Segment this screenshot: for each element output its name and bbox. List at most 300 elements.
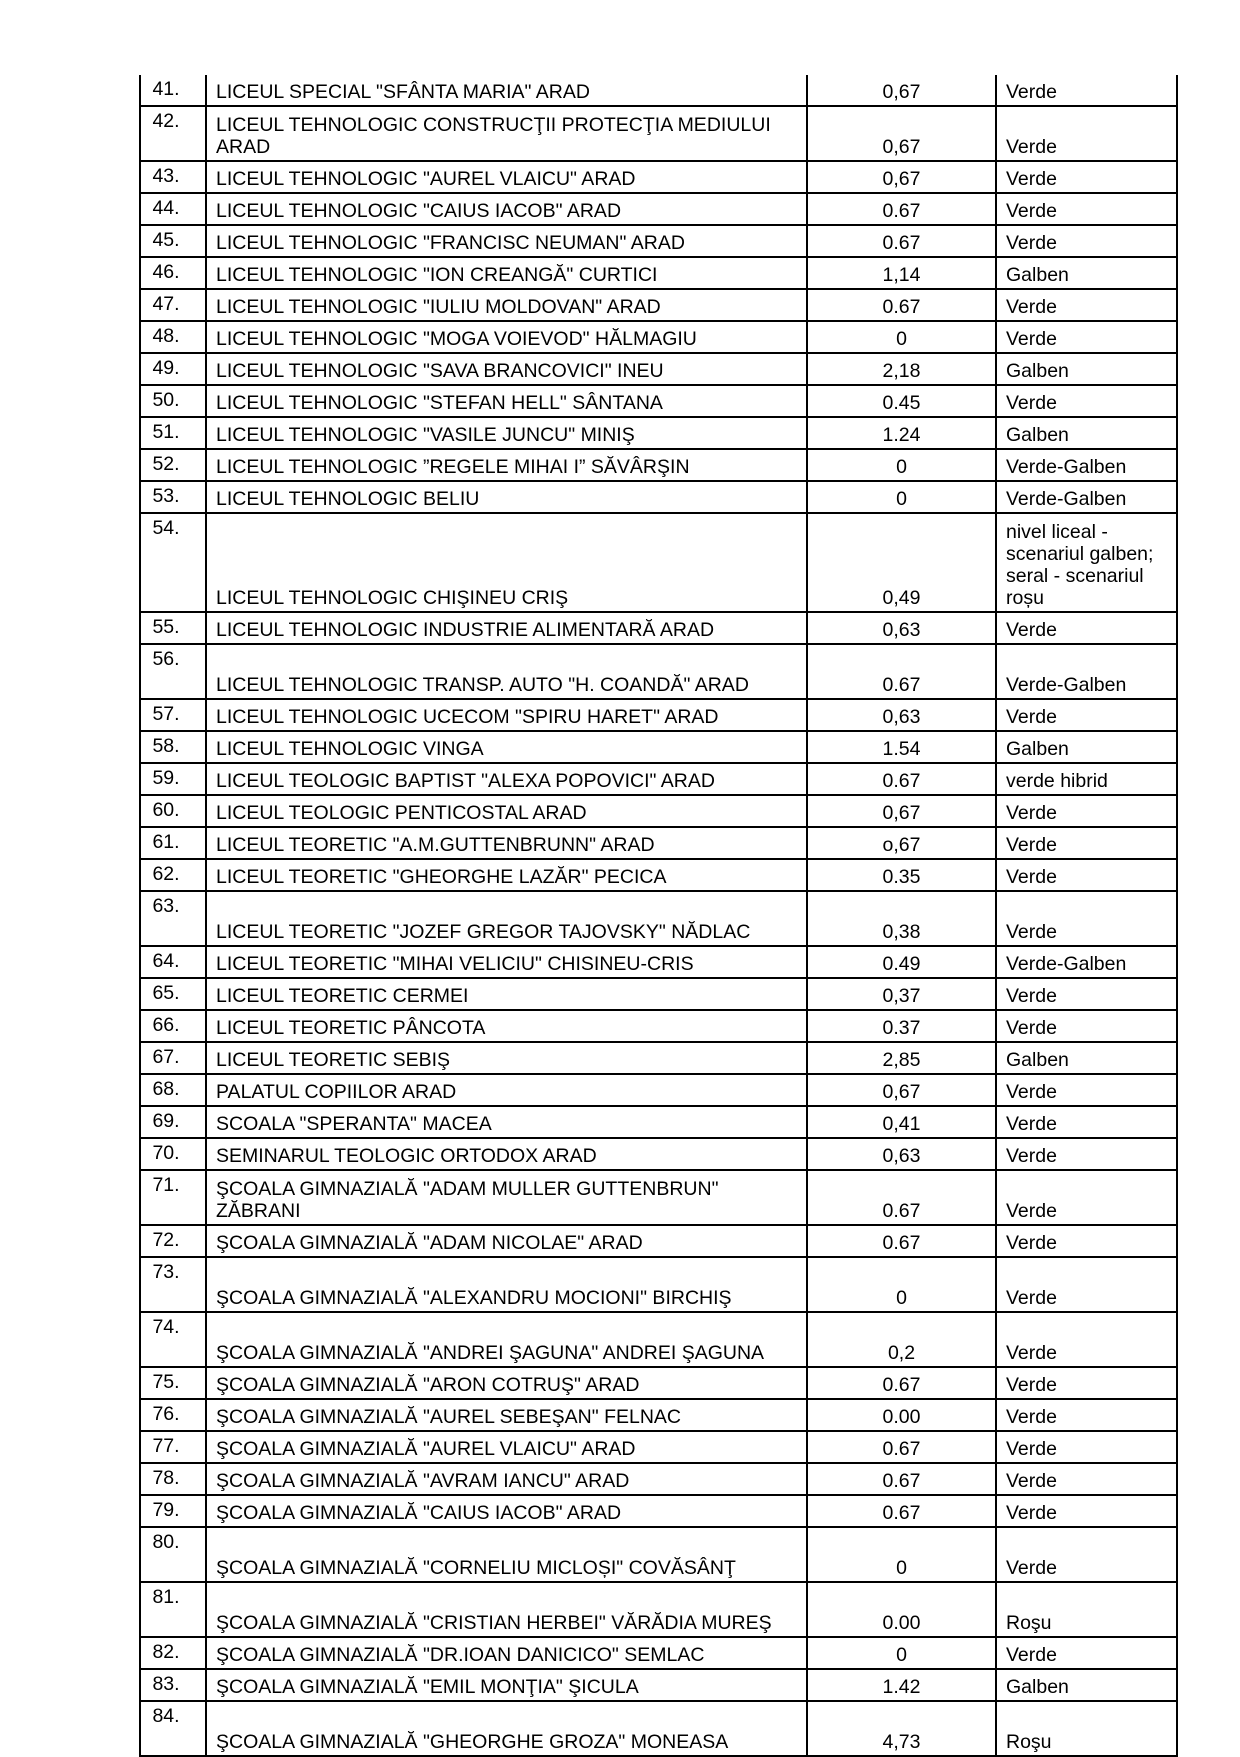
scenario-status-cell bbox=[996, 193, 1177, 225]
row-number-cell bbox=[140, 1138, 206, 1170]
row-number: 68. bbox=[152, 1078, 180, 1100]
school-name-cell bbox=[206, 1431, 807, 1463]
table-row bbox=[140, 978, 1177, 1010]
table-row bbox=[140, 1669, 1177, 1701]
score-value-cell bbox=[807, 321, 996, 353]
score-value: 0.49 bbox=[882, 953, 921, 975]
school-name: LICEUL TEHNOLOGIC "CAIUS IACOB" ARAD bbox=[216, 200, 622, 222]
score-value: 1,14 bbox=[882, 264, 921, 286]
school-name-cell bbox=[206, 106, 807, 161]
table-row bbox=[140, 1074, 1177, 1106]
scenario-status-cell bbox=[996, 1637, 1177, 1669]
scenario-status: Verde bbox=[1006, 706, 1057, 728]
score-value: 0,49 bbox=[882, 587, 921, 609]
table-row bbox=[140, 225, 1177, 257]
school-name: LICEUL TEHNOLOGIC ”REGELE MIHAI I” SĂVÂRŞIN bbox=[216, 456, 690, 478]
school-name: LICEUL SPECIAL "SFÂNTA MARIA" ARAD bbox=[216, 81, 590, 103]
scenario-status-cell bbox=[996, 481, 1177, 513]
scenario-status-cell bbox=[996, 1367, 1177, 1399]
score-value-cell bbox=[807, 353, 996, 385]
row-number: 52. bbox=[152, 453, 180, 475]
school-name: SEMINARUL TEOLOGIC ORTODOX ARAD bbox=[216, 1145, 597, 1167]
school-name: LICEUL TEORETIC "A.M.GUTTENBRUNN" ARAD bbox=[216, 834, 655, 856]
scenario-status-cell bbox=[996, 699, 1177, 731]
school-name: LICEUL TEHNOLOGIC UCECOM "SPIRU HARET" ARAD bbox=[216, 706, 719, 728]
row-number: 49. bbox=[152, 357, 180, 379]
score-value: 2,18 bbox=[882, 360, 921, 382]
scenario-status-cell bbox=[996, 795, 1177, 827]
row-number-cell bbox=[140, 513, 206, 612]
scenario-status: Verde bbox=[1006, 1470, 1057, 1492]
school-name: ŞCOALA GIMNAZIALĂ "GHEORGHE GROZA" MONEASA bbox=[216, 1731, 729, 1753]
table-row bbox=[140, 1463, 1177, 1495]
row-number-cell bbox=[140, 1399, 206, 1431]
row-number-cell bbox=[140, 161, 206, 193]
row-number: 41. bbox=[152, 78, 180, 100]
score-value-cell bbox=[807, 1257, 996, 1312]
score-value-cell bbox=[807, 513, 996, 612]
school-name: ŞCOALA GIMNAZIALĂ "ARON COTRUŞ" ARAD bbox=[216, 1374, 640, 1396]
score-value: 0 bbox=[896, 1644, 907, 1666]
school-name-cell bbox=[206, 75, 807, 106]
school-name-cell bbox=[206, 1106, 807, 1138]
row-number-cell bbox=[140, 612, 206, 644]
scenario-status: Verde bbox=[1006, 1644, 1057, 1666]
row-number: 47. bbox=[152, 293, 180, 315]
scenario-status-cell bbox=[996, 75, 1177, 106]
school-name: LICEUL TEHNOLOGIC "FRANCISC NEUMAN" ARAD bbox=[216, 232, 685, 254]
scenario-status-cell bbox=[996, 763, 1177, 795]
scenario-status: Verde bbox=[1006, 232, 1057, 254]
score-value-cell bbox=[807, 699, 996, 731]
school-name: LICEUL TEORETIC "GHEORGHE LAZĂR" PECICA bbox=[216, 866, 667, 888]
scenario-status: Verde bbox=[1006, 1502, 1057, 1524]
schools-table bbox=[139, 75, 1178, 1757]
school-name: LICEUL TEHNOLOGIC CHIŞINEU CRIŞ bbox=[216, 587, 569, 609]
scenario-status: Verde bbox=[1006, 1232, 1057, 1254]
table-row bbox=[140, 513, 1177, 612]
score-value-cell bbox=[807, 289, 996, 321]
row-number-cell bbox=[140, 1669, 206, 1701]
scenario-status: Verde bbox=[1006, 1200, 1057, 1222]
scenario-status: Verde-Galben bbox=[1006, 488, 1127, 510]
school-name: LICEUL TEOLOGIC BAPTIST "ALEXA POPOVICI" ARAD bbox=[216, 770, 715, 792]
school-name: LICEUL TEHNOLOGIC CONSTRUCŢII PROTECŢIA MEDIULUI ARAD bbox=[216, 114, 771, 158]
table-row bbox=[140, 644, 1177, 699]
score-value-cell bbox=[807, 1637, 996, 1669]
row-number-cell bbox=[140, 946, 206, 978]
table-row bbox=[140, 1138, 1177, 1170]
scenario-status-cell bbox=[996, 946, 1177, 978]
table-row bbox=[140, 1399, 1177, 1431]
scenario-status: Verde bbox=[1006, 168, 1057, 190]
scenario-status-cell bbox=[996, 385, 1177, 417]
scenario-status-cell bbox=[996, 1495, 1177, 1527]
score-value-cell bbox=[807, 106, 996, 161]
scenario-status-cell bbox=[996, 644, 1177, 699]
score-value: 0,67 bbox=[882, 168, 921, 190]
scenario-status: Galben bbox=[1006, 360, 1069, 382]
scenario-status: Galben bbox=[1006, 424, 1069, 446]
score-value: 0.35 bbox=[882, 866, 921, 888]
school-name-cell bbox=[206, 1367, 807, 1399]
score-value: 2,85 bbox=[882, 1049, 921, 1071]
score-value-cell bbox=[807, 795, 996, 827]
row-number-cell bbox=[140, 763, 206, 795]
row-number-cell bbox=[140, 225, 206, 257]
score-value: 0.45 bbox=[882, 392, 921, 414]
scenario-status: Roşu bbox=[1006, 1731, 1052, 1753]
score-value: 0,37 bbox=[882, 985, 921, 1007]
table-row bbox=[140, 1367, 1177, 1399]
school-name-cell bbox=[206, 513, 807, 612]
row-number-cell bbox=[140, 1257, 206, 1312]
row-number-cell bbox=[140, 859, 206, 891]
scenario-status: Verde bbox=[1006, 296, 1057, 318]
row-number: 55. bbox=[152, 616, 180, 638]
score-value-cell bbox=[807, 449, 996, 481]
score-value: 0 bbox=[896, 456, 907, 478]
school-name-cell bbox=[206, 891, 807, 946]
school-name-cell bbox=[206, 321, 807, 353]
score-value-cell bbox=[807, 225, 996, 257]
table-row bbox=[140, 385, 1177, 417]
school-name-cell bbox=[206, 946, 807, 978]
scenario-status: Verde bbox=[1006, 866, 1057, 888]
school-name: ŞCOALA GIMNAZIALĂ "CAIUS IACOB" ARAD bbox=[216, 1502, 622, 1524]
row-number-cell bbox=[140, 1495, 206, 1527]
score-value: 0.00 bbox=[882, 1612, 921, 1634]
scenario-status: Verde bbox=[1006, 1113, 1057, 1135]
scenario-status: Verde bbox=[1006, 1557, 1057, 1579]
table-row bbox=[140, 891, 1177, 946]
row-number-cell bbox=[140, 1463, 206, 1495]
school-name-cell bbox=[206, 1527, 807, 1582]
scenario-status-cell bbox=[996, 1106, 1177, 1138]
school-name: LICEUL TEORETIC CERMEI bbox=[216, 985, 469, 1007]
score-value-cell bbox=[807, 1701, 996, 1756]
scenario-status-cell bbox=[996, 827, 1177, 859]
school-name: LICEUL TEHNOLOGIC INDUSTRIE ALIMENTARĂ ARAD bbox=[216, 619, 715, 641]
school-name-cell bbox=[206, 1463, 807, 1495]
score-value: 0.67 bbox=[882, 1374, 921, 1396]
table-row bbox=[140, 946, 1177, 978]
school-name: LICEUL TEHNOLOGIC "ION CREANGĂ" CURTICI bbox=[216, 264, 658, 286]
row-number-cell bbox=[140, 417, 206, 449]
table-row bbox=[140, 1257, 1177, 1312]
row-number: 59. bbox=[152, 767, 180, 789]
score-value: 0.67 bbox=[882, 1502, 921, 1524]
school-name-cell bbox=[206, 449, 807, 481]
score-value: 0.67 bbox=[882, 1232, 921, 1254]
score-value: 0,41 bbox=[882, 1113, 921, 1135]
scenario-status-cell bbox=[996, 1010, 1177, 1042]
table-row bbox=[140, 75, 1177, 106]
score-value-cell bbox=[807, 612, 996, 644]
row-number-cell bbox=[140, 1431, 206, 1463]
scenario-status-cell bbox=[996, 289, 1177, 321]
score-value: 0,38 bbox=[882, 921, 921, 943]
school-name-cell bbox=[206, 193, 807, 225]
scenario-status: Verde bbox=[1006, 136, 1057, 158]
table-row bbox=[140, 731, 1177, 763]
score-value: 0 bbox=[896, 488, 907, 510]
school-name-cell bbox=[206, 1042, 807, 1074]
scenario-status-cell bbox=[996, 417, 1177, 449]
row-number: 56. bbox=[152, 648, 180, 670]
table-row bbox=[140, 827, 1177, 859]
school-name-cell bbox=[206, 385, 807, 417]
scenario-status: Verde bbox=[1006, 1374, 1057, 1396]
score-value-cell bbox=[807, 1669, 996, 1701]
scenario-status: Verde-Galben bbox=[1006, 674, 1127, 696]
row-number: 82. bbox=[152, 1641, 180, 1663]
score-value: 0.67 bbox=[882, 296, 921, 318]
score-value: 0.67 bbox=[882, 1470, 921, 1492]
score-value-cell bbox=[807, 1495, 996, 1527]
scenario-status-cell bbox=[996, 1399, 1177, 1431]
table-row bbox=[140, 289, 1177, 321]
row-number-cell bbox=[140, 731, 206, 763]
row-number-cell bbox=[140, 827, 206, 859]
row-number: 78. bbox=[152, 1467, 180, 1489]
scenario-status-cell bbox=[996, 1669, 1177, 1701]
row-number: 60. bbox=[152, 799, 180, 821]
row-number: 70. bbox=[152, 1142, 180, 1164]
row-number-cell bbox=[140, 257, 206, 289]
row-number-cell bbox=[140, 75, 206, 106]
row-number-cell bbox=[140, 1010, 206, 1042]
score-value: 0.67 bbox=[882, 200, 921, 222]
row-number: 80. bbox=[152, 1531, 180, 1553]
row-number-cell bbox=[140, 1074, 206, 1106]
row-number-cell bbox=[140, 1527, 206, 1582]
score-value-cell bbox=[807, 1074, 996, 1106]
score-value-cell bbox=[807, 1463, 996, 1495]
school-name: ŞCOALA GIMNAZIALĂ "EMIL MONŢIA" ŞICULA bbox=[216, 1676, 639, 1698]
school-name: LICEUL TEORETIC "JOZEF GREGOR TAJOVSKY" NĂDLAC bbox=[216, 921, 751, 943]
school-name: LICEUL TEHNOLOGIC "AUREL VLAICU" ARAD bbox=[216, 168, 636, 190]
school-name-cell bbox=[206, 978, 807, 1010]
scenario-status: nivel liceal - scenariul galben; seral - scenariul roșu bbox=[1006, 521, 1154, 609]
scenario-status-cell bbox=[996, 353, 1177, 385]
school-name: LICEUL TEHNOLOGIC BELIU bbox=[216, 488, 480, 510]
schools-table-body bbox=[140, 75, 1177, 1756]
score-value: 0,67 bbox=[882, 136, 921, 158]
school-name-cell bbox=[206, 1257, 807, 1312]
row-number-cell bbox=[140, 353, 206, 385]
score-value-cell bbox=[807, 827, 996, 859]
score-value: 0,67 bbox=[882, 802, 921, 824]
school-name: LICEUL TEORETIC "MIHAI VELICIU" CHISINEU-CRIS bbox=[216, 953, 694, 975]
score-value: 0.37 bbox=[882, 1017, 921, 1039]
scenario-status: Galben bbox=[1006, 264, 1069, 286]
school-name-cell bbox=[206, 1010, 807, 1042]
table-row bbox=[140, 1637, 1177, 1669]
table-row bbox=[140, 449, 1177, 481]
row-number: 62. bbox=[152, 863, 180, 885]
scenario-status-cell bbox=[996, 106, 1177, 161]
row-number: 69. bbox=[152, 1110, 180, 1132]
scenario-status: Galben bbox=[1006, 1049, 1069, 1071]
row-number-cell bbox=[140, 321, 206, 353]
table-row bbox=[140, 1582, 1177, 1637]
scenario-status: Verde bbox=[1006, 392, 1057, 414]
scenario-status-cell bbox=[996, 257, 1177, 289]
score-value-cell bbox=[807, 644, 996, 699]
school-name: ŞCOALA GIMNAZIALĂ "ANDREI ŞAGUNA" ANDREI ŞAGUNA bbox=[216, 1342, 765, 1364]
score-value-cell bbox=[807, 1042, 996, 1074]
school-name-cell bbox=[206, 795, 807, 827]
score-value-cell bbox=[807, 1527, 996, 1582]
row-number: 42. bbox=[152, 110, 180, 132]
scenario-status: Galben bbox=[1006, 1676, 1069, 1698]
scenario-status: Verde bbox=[1006, 921, 1057, 943]
table-row bbox=[140, 1527, 1177, 1582]
scenario-status: Verde bbox=[1006, 328, 1057, 350]
table-row bbox=[140, 1431, 1177, 1463]
scenario-status-cell bbox=[996, 1431, 1177, 1463]
scenario-status: Verde bbox=[1006, 200, 1057, 222]
row-number-cell bbox=[140, 1312, 206, 1367]
row-number: 50. bbox=[152, 389, 180, 411]
score-value-cell bbox=[807, 731, 996, 763]
table-row bbox=[140, 193, 1177, 225]
score-value: 4,73 bbox=[882, 1731, 921, 1753]
score-value: 0.67 bbox=[882, 770, 921, 792]
row-number-cell bbox=[140, 1637, 206, 1669]
row-number: 44. bbox=[152, 197, 180, 219]
row-number-cell bbox=[140, 449, 206, 481]
school-name-cell bbox=[206, 1495, 807, 1527]
score-value: 0,63 bbox=[882, 1145, 921, 1167]
score-value-cell bbox=[807, 1138, 996, 1170]
scenario-status: Verde bbox=[1006, 1406, 1057, 1428]
row-number-cell bbox=[140, 1367, 206, 1399]
score-value-cell bbox=[807, 1010, 996, 1042]
score-value-cell bbox=[807, 946, 996, 978]
school-name: LICEUL TEHNOLOGIC "IULIU MOLDOVAN" ARAD bbox=[216, 296, 661, 318]
school-name-cell bbox=[206, 1312, 807, 1367]
school-name: ŞCOALA GIMNAZIALĂ "AVRAM IANCU" ARAD bbox=[216, 1470, 630, 1492]
table-row bbox=[140, 763, 1177, 795]
score-value: 0.67 bbox=[882, 1200, 921, 1222]
scenario-status-cell bbox=[996, 1701, 1177, 1756]
row-number: 54. bbox=[152, 517, 180, 539]
score-value: 1.54 bbox=[882, 738, 921, 760]
school-name-cell bbox=[206, 1399, 807, 1431]
school-name-cell bbox=[206, 1225, 807, 1257]
score-value-cell bbox=[807, 1582, 996, 1637]
school-name-cell bbox=[206, 257, 807, 289]
row-number: 63. bbox=[152, 895, 180, 917]
scenario-status-cell bbox=[996, 978, 1177, 1010]
scenario-status-cell bbox=[996, 225, 1177, 257]
school-name: LICEUL TEHNOLOGIC "STEFAN HELL" SÂNTANA bbox=[216, 392, 663, 414]
school-name: ŞCOALA GIMNAZIALĂ "DR.IOAN DANICICO" SEMLAC bbox=[216, 1644, 705, 1666]
school-name-cell bbox=[206, 644, 807, 699]
scenario-status: Verde bbox=[1006, 985, 1057, 1007]
table-row bbox=[140, 612, 1177, 644]
row-number-cell bbox=[140, 1170, 206, 1225]
row-number: 84. bbox=[152, 1705, 180, 1727]
scenario-status: Verde bbox=[1006, 1342, 1057, 1364]
school-name-cell bbox=[206, 763, 807, 795]
school-name-cell bbox=[206, 827, 807, 859]
scenario-status-cell bbox=[996, 1312, 1177, 1367]
score-value-cell bbox=[807, 75, 996, 106]
scenario-status: Verde-Galben bbox=[1006, 456, 1127, 478]
scenario-status-cell bbox=[996, 1138, 1177, 1170]
school-name: LICEUL TEHNOLOGIC "VASILE JUNCU" MINIŞ bbox=[216, 424, 635, 446]
school-name: LICEUL TEOLOGIC PENTICOSTAL ARAD bbox=[216, 802, 587, 824]
score-value-cell bbox=[807, 891, 996, 946]
score-value-cell bbox=[807, 161, 996, 193]
row-number: 67. bbox=[152, 1046, 180, 1068]
row-number: 58. bbox=[152, 735, 180, 757]
row-number: 79. bbox=[152, 1499, 180, 1521]
school-name-cell bbox=[206, 225, 807, 257]
scenario-status-cell bbox=[996, 1527, 1177, 1582]
scenario-status: Galben bbox=[1006, 738, 1069, 760]
score-value-cell bbox=[807, 763, 996, 795]
score-value: 0.67 bbox=[882, 232, 921, 254]
scenario-status-cell bbox=[996, 1225, 1177, 1257]
school-name: ŞCOALA GIMNAZIALĂ "ADAM NICOLAE" ARAD bbox=[216, 1232, 643, 1254]
scenario-status: Verde-Galben bbox=[1006, 953, 1127, 975]
school-name-cell bbox=[206, 161, 807, 193]
scenario-status: Verde bbox=[1006, 834, 1057, 856]
scenario-status-cell bbox=[996, 1257, 1177, 1312]
scenario-status-cell bbox=[996, 513, 1177, 612]
score-value-cell bbox=[807, 193, 996, 225]
row-number: 72. bbox=[152, 1229, 180, 1251]
scenario-status-cell bbox=[996, 161, 1177, 193]
row-number: 66. bbox=[152, 1014, 180, 1036]
table-row bbox=[140, 481, 1177, 513]
scenario-status-cell bbox=[996, 859, 1177, 891]
score-value: 1.24 bbox=[882, 424, 921, 446]
row-number: 71. bbox=[152, 1174, 180, 1196]
score-value-cell bbox=[807, 1225, 996, 1257]
school-name: LICEUL TEHNOLOGIC "MOGA VOIEVOD" HĂLMAGIU bbox=[216, 328, 697, 350]
table-row bbox=[140, 106, 1177, 161]
row-number: 65. bbox=[152, 982, 180, 1004]
row-number: 74. bbox=[152, 1316, 180, 1338]
scenario-status: Verde bbox=[1006, 1287, 1057, 1309]
score-value-cell bbox=[807, 1367, 996, 1399]
table-row bbox=[140, 1312, 1177, 1367]
score-value: 1.42 bbox=[882, 1676, 921, 1698]
school-name-cell bbox=[206, 1170, 807, 1225]
row-number: 43. bbox=[152, 165, 180, 187]
table-row bbox=[140, 257, 1177, 289]
school-name: PALATUL COPIILOR ARAD bbox=[216, 1081, 457, 1103]
row-number-cell bbox=[140, 1106, 206, 1138]
scenario-status-cell bbox=[996, 1463, 1177, 1495]
row-number-cell bbox=[140, 1042, 206, 1074]
school-name: ŞCOALA GIMNAZIALĂ "AUREL VLAICU" ARAD bbox=[216, 1438, 636, 1460]
scenario-status-cell bbox=[996, 1170, 1177, 1225]
school-name-cell bbox=[206, 1637, 807, 1669]
school-name-cell bbox=[206, 417, 807, 449]
row-number-cell bbox=[140, 1701, 206, 1756]
score-value-cell bbox=[807, 1106, 996, 1138]
score-value: 0.67 bbox=[882, 674, 921, 696]
school-name-cell bbox=[206, 731, 807, 763]
row-number: 64. bbox=[152, 950, 180, 972]
scenario-status: Verde bbox=[1006, 81, 1057, 103]
